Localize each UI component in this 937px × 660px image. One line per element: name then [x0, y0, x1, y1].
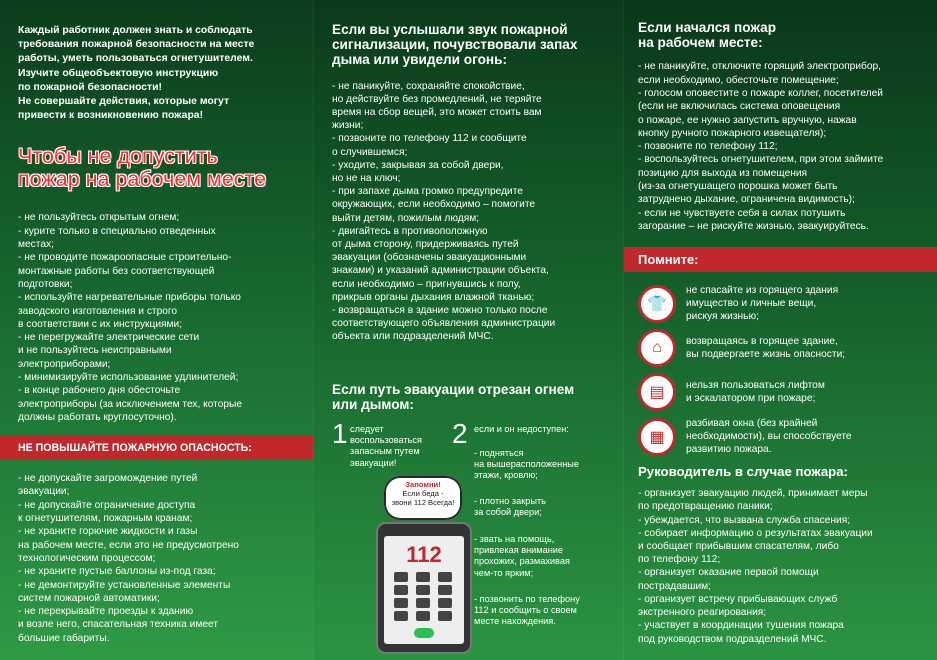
intro-line: Изучите общеобъектовую инструкцию — [18, 67, 219, 79]
step-2-item — [474, 448, 579, 482]
list-item: от дыма сторону, придерживаясь путей — [332, 239, 519, 251]
list-item: - двигайтесь в противоположную — [332, 225, 488, 237]
key — [394, 611, 408, 621]
list-item: - если не чувствуете себя в силах потушить — [638, 207, 846, 219]
text-line: привлекая внимание — [474, 545, 564, 556]
key — [438, 585, 452, 595]
remember-list — [638, 284, 927, 456]
step-2-item — [474, 534, 570, 579]
list-item: - позвоните по телефону 112; — [638, 141, 778, 153]
text-line: не спасайте из горящего здания — [686, 285, 839, 297]
list-item: - не храните пустые баллоны из-под газа; — [18, 566, 216, 578]
list-item: заводского изготовления и строго — [18, 305, 178, 317]
heading-line: на рабочем месте: — [638, 35, 763, 51]
intro-text — [18, 24, 301, 123]
remember-item — [638, 284, 927, 323]
list-item: по телефону 112; — [638, 554, 721, 566]
evacuation-block — [332, 418, 613, 660]
list-item: - не допускайте загромождение путей — [18, 473, 198, 485]
step-number: 1 — [332, 418, 348, 450]
intro-line: Каждый работник должен знать и соблюдать — [18, 25, 253, 36]
list-item: технологическим процессом; — [18, 552, 156, 564]
text-line: эвакуации! — [350, 457, 397, 468]
text-line: этажи, кровлю; — [474, 470, 538, 481]
list-item: на рабочем месте, если это не предусмотрено — [18, 539, 239, 551]
list-item: - убеждается, что вызвана служба спасения; — [638, 514, 851, 526]
list-item: - голосом оповестите о пожаре коллег, посетителей — [638, 88, 883, 99]
list-item: - не паникуйте, сохраняйте спокойствие, — [332, 80, 525, 92]
bubble-line: Запомни! — [405, 480, 441, 490]
text-line: и эскалатором при пожаре; — [686, 393, 816, 405]
text-line: - подняться — [474, 448, 524, 459]
list-item: - курите только в специально отведенных — [18, 225, 216, 237]
list-item: должны работать круглосуточно). — [18, 411, 177, 423]
column-right — [623, 0, 937, 660]
list-item: электроприборами; — [18, 358, 111, 370]
list-item: - организует встречу прибывающих служб — [638, 593, 838, 605]
list-item: если необходимо, обесточьте помещение; — [638, 74, 839, 86]
key — [438, 598, 452, 608]
list-item: загорание – не рискуйте жизнью, эвакуируйтесь. — [638, 220, 869, 232]
house-icon: ⌂ — [638, 329, 676, 367]
list-item: пострадавшим; — [638, 580, 711, 592]
heading-line: Если вы услышали звук пожарной — [332, 22, 568, 37]
list-item: - не демонтируйте установленные элементы — [18, 579, 231, 591]
step-2-item — [474, 594, 580, 628]
list-item: и не пользуйтесь неисправными — [18, 345, 172, 357]
list-item: - возвращаться в здание можно только после — [332, 305, 548, 317]
heading-line: Если начался пожар — [638, 20, 777, 35]
step-1-text — [350, 424, 422, 469]
text-line: за собой двери; — [474, 507, 542, 518]
alarm-heading — [332, 22, 613, 68]
list-item: кнопку ручного пожарного извещателя); — [638, 127, 827, 139]
list-item: экстренного реагирования; — [638, 607, 767, 619]
key — [416, 572, 430, 582]
remember-item — [638, 373, 927, 411]
hazard-banner: НЕ ПОВЫШАЙТЕ ПОЖАРНУЮ ОПАСНОСТЬ: — [0, 436, 313, 460]
intro-line: Не совершайте действия, которые могут — [18, 96, 230, 108]
text-line: - плотно закрыть — [474, 496, 546, 507]
list-item: электроприборы (за исключением тех, которые — [18, 398, 243, 410]
phone-number: 112 — [406, 542, 442, 568]
text-line: прохожих, размахивая — [474, 556, 570, 567]
list-item: - используйте нагревательные приборы только — [18, 292, 241, 304]
list-item: к огнетушителям, пожарным кранам; — [18, 513, 193, 525]
text-line: развитию пожара. — [686, 444, 772, 456]
text-line: рискуя жизнью; — [686, 311, 759, 323]
list-item: - не допускайте ограничение доступа — [18, 499, 196, 511]
key — [394, 572, 408, 582]
step-2-text: если и он недоступен: — [474, 424, 569, 435]
intro-line: по пожарной безопасности! — [18, 81, 162, 93]
list-item: если необходимо – пригнувшись к полу, — [332, 278, 521, 290]
heading-line: пожар на рабочем месте — [18, 167, 267, 192]
text-line: возвращаясь в горящее здание, — [686, 336, 838, 348]
text-line: - позвонить по телефону — [474, 594, 580, 605]
text-line: на вышерасположенные — [474, 459, 579, 470]
list-item: - не проводите пожароопасные строительно- — [18, 252, 232, 264]
phone-illustration — [376, 522, 472, 654]
text-line: имущество и личные вещи, — [686, 298, 817, 310]
list-item: - собирает информацию о результатах эвакуации — [638, 527, 873, 539]
text-line: чем-то ярким; — [474, 567, 534, 578]
list-item: систем пожарной автоматики; — [18, 592, 160, 604]
evacuation-heading — [332, 382, 613, 412]
phone-screen — [384, 536, 464, 644]
remember-item — [638, 417, 927, 456]
prevention-heading — [18, 145, 301, 191]
list-item: (из-за огнетушащего порошка может быть — [638, 181, 838, 193]
text-line: - звать на помощь, — [474, 534, 555, 545]
remember-text — [686, 379, 825, 405]
heading-line: Чтобы не допустить — [18, 144, 218, 169]
list-item: выйти детям, пожилым людям; — [332, 212, 480, 224]
list-item: - уходите, закрывая за собой двери, — [332, 159, 504, 171]
list-item: жизни; — [332, 120, 364, 132]
list-item: затруднено дыхание, ограничена видимость); — [638, 194, 855, 206]
key — [394, 598, 408, 608]
text-line: запасным путем — [350, 446, 420, 457]
list-item: подготовки; — [18, 278, 73, 290]
column-left — [0, 0, 313, 660]
list-item: о пожаре, ее нужно запустить вручную, нажав — [638, 114, 857, 126]
speech-bubble — [384, 476, 462, 520]
list-item: - минимизируйте использование удлинителей; — [18, 371, 239, 383]
list-item: знаками) и указаний администрации объекта, — [332, 265, 549, 277]
text-line: воспользоваться — [350, 435, 422, 446]
remember-text — [686, 417, 852, 456]
intro-line: работы, уметь пользоваться огнетушителем. — [18, 53, 253, 65]
list-item: - не храните горючие жидкости и газы — [18, 526, 198, 538]
list-item: - не пользуйтесь открытым огнем; — [18, 212, 180, 224]
key — [394, 585, 408, 595]
step-number: 2 — [452, 418, 468, 450]
list-item: под руководством подразделений МЧС. — [638, 633, 827, 645]
text-line: месте нахождения. — [474, 616, 556, 627]
hazard-list — [18, 472, 301, 645]
text-line: разбивая окна (без крайней — [686, 418, 818, 430]
remember-text — [686, 284, 838, 323]
key — [438, 572, 452, 582]
list-item: монтажные работы без соответствующей — [18, 265, 215, 277]
text-line: вы подвергаете жизнь опасности; — [686, 349, 846, 361]
list-item: - организует эвакуацию людей, принимает меры — [638, 488, 868, 500]
manager-list — [638, 487, 927, 645]
remember-banner: Помните: — [624, 247, 937, 272]
list-item: соответствующего объявления администрации — [332, 318, 556, 330]
list-item: позицию для выхода из помещения — [638, 167, 808, 179]
call-icon — [414, 628, 434, 638]
list-item: - в конце рабочего дня обесточьте — [18, 385, 181, 397]
list-item: в соответствии с их инструкциями; — [18, 318, 183, 330]
list-item: местах; — [18, 239, 54, 251]
bubble-line: Если беда - — [402, 489, 444, 499]
step-2-item — [474, 496, 546, 518]
text-line: 112 и сообщить о своем — [474, 605, 577, 616]
list-item: - не перекрывайте проезды к зданию — [18, 606, 194, 618]
bubble-line: звони 112 Всегда! — [391, 498, 455, 508]
remember-item — [638, 329, 927, 367]
text-line: необходимости), вы способствуете — [686, 431, 852, 443]
clothes-icon: 👕 — [638, 285, 676, 323]
intro-line: требования пожарной безопасности на месте — [18, 39, 255, 51]
list-item: но действуйте без промедлений, не теряйте — [332, 93, 542, 105]
list-item: - не паникуйте, отключите горящий электроприбор, — [638, 61, 882, 73]
list-item: - организует оказание первой помощи — [638, 567, 819, 579]
list-item: и сообщает прибывшим спасателям, либо — [638, 541, 839, 553]
list-item: по предотвращению паники; — [638, 501, 773, 513]
list-item: - участвует в координации тушения пожара — [638, 620, 844, 632]
key — [438, 611, 452, 621]
keypad — [394, 572, 454, 621]
key — [416, 598, 430, 608]
list-item: - не перегружайте электрические сети — [18, 332, 200, 344]
text-line: нельзя пользоваться лифтом — [686, 380, 825, 392]
prevention-list — [18, 211, 301, 424]
text-line: следует — [350, 424, 384, 435]
heading-line: или дымом: — [332, 396, 414, 412]
list-item: большие габариты. — [18, 632, 110, 644]
fire-at-work-heading — [638, 20, 927, 50]
list-item: и возле него, спасательная техника имеет — [18, 619, 218, 631]
alarm-list — [332, 80, 613, 344]
list-item: (если не включилась система оповещения — [638, 101, 841, 113]
heading-line: Если путь эвакуации отрезан огнем — [332, 381, 575, 397]
column-middle — [313, 0, 623, 660]
list-item: прикрыв органы дыхания влажной тканью; — [332, 291, 535, 303]
heading-line: сигнализации, почувствовали запах — [332, 37, 578, 53]
list-item: но не на ключ; — [332, 173, 401, 185]
manager-heading: Руководитель в случае пожара: — [638, 464, 848, 480]
list-item: - при запахе дыма громко предупредите — [332, 186, 523, 198]
key — [416, 611, 430, 621]
fire-at-work-list — [638, 60, 927, 233]
list-item: - воспользуйтесь огнетушителем, при этом займите — [638, 154, 884, 166]
list-item: о случившемся; — [332, 146, 408, 158]
list-item: время на сбор вещей, это может стоить вам — [332, 107, 542, 119]
list-item: - позвоните по телефону 112 и сообщите — [332, 133, 527, 145]
list-item: эвакуации (обозначены эвакуационными — [332, 252, 527, 264]
list-item: эвакуации; — [18, 486, 70, 498]
remember-text — [686, 335, 845, 361]
intro-line: привести к возникновению пожара! — [18, 110, 204, 122]
elevator-icon: ▤ — [638, 373, 676, 411]
window-icon: ▦ — [638, 418, 676, 456]
key — [416, 585, 430, 595]
list-item: объекта или подразделений МЧС. — [332, 331, 494, 343]
heading-line: дыма или увидели огонь: — [332, 52, 507, 68]
list-item: окружающих, если необходимо – помогите — [332, 199, 536, 211]
